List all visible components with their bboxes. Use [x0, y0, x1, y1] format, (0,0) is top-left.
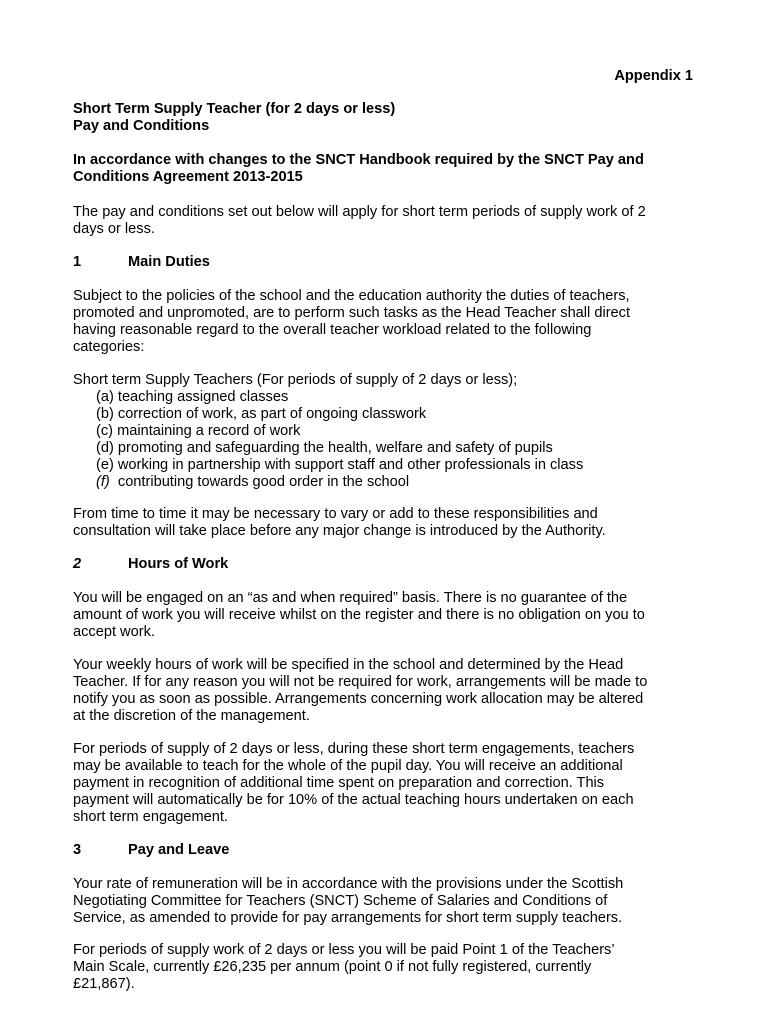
appendix-label: Appendix 1 [614, 68, 693, 84]
text-line: For periods of supply work of 2 days or less you will be paid Point 1 of the Teachers’ [73, 942, 615, 958]
duties-list [96, 389, 583, 491]
section-number: 1 [73, 254, 82, 270]
section1-paragraph [73, 288, 693, 356]
section-title: Hours of Work [128, 556, 229, 572]
text-line: categories: [73, 339, 145, 355]
text-line: £21,867). [73, 976, 135, 992]
title-line: Short Term Supply Teacher (for 2 days or less) [73, 101, 396, 117]
text-line: Subject to the policies of the school and the education authority the duties of teachers, [73, 288, 630, 304]
subtitle-line: In accordance with changes to the SNCT Handbook required by the SNCT Pay and [73, 152, 644, 168]
text-line: Negotiating Committee for Teachers (SNCT) Scheme of Salaries and Conditions of [73, 893, 608, 909]
subtitle-line: Conditions Agreement 2013-2015 [73, 169, 303, 185]
text-line: payment in recognition of additional time spent on preparation and correction. This [73, 775, 605, 791]
text-line: The pay and conditions set out below will apply for short term periods of supply work of 2 [73, 204, 646, 220]
section-heading-main-duties [73, 254, 693, 271]
section2-paragraph-3 [73, 741, 693, 826]
text-line: For periods of supply of 2 days or less, during these short term engagements, teachers [73, 741, 635, 757]
text-line: consultation will take place before any major change is introduced by the Authority. [73, 523, 606, 539]
text-line: days or less. [73, 221, 155, 237]
section2-paragraph-2 [73, 657, 693, 725]
section-title: Main Duties [128, 254, 210, 270]
duties-list-intro: Short term Supply Teachers (For periods of supply of 2 days or less); [73, 372, 518, 388]
text-line: may be available to teach for the whole of the pupil day. You will receive an additional [73, 758, 623, 774]
title-line: Pay and Conditions [73, 118, 210, 134]
section3-paragraph-2 [73, 942, 693, 993]
text-line: having reasonable regard to the overall teacher workload related to the following [73, 322, 592, 338]
section3-paragraph-1 [73, 876, 693, 927]
section2-paragraph-1 [73, 590, 693, 641]
list-item: (d) promoting and safeguarding the health, welfare and safety of pupils [96, 440, 553, 456]
text-line: From time to time it may be necessary to vary or add to these responsibilities and [73, 506, 598, 522]
list-item-text: contributing towards good order in the school [117, 474, 410, 490]
list-item: (b) correction of work, as part of ongoing classwork [96, 406, 427, 422]
document-subtitle [73, 152, 693, 186]
text-line: Service, as amended to provide for pay arrangements for short term supply teachers. [73, 910, 623, 926]
list-item: (e) working in partnership with support staff and other professionals in class [96, 457, 584, 473]
text-line: amount of work you will receive whilst on the register and there is no obligation on you to [73, 607, 645, 623]
text-line: accept work. [73, 624, 155, 640]
text-line: promoted and unpromoted, are to perform such tasks as the Head Teacher shall direct [73, 305, 631, 321]
text-line: notify you as soon as possible. Arrangements concerning work allocation may be altered [73, 691, 644, 707]
section-title: Pay and Leave [128, 842, 230, 858]
text-line: Your weekly hours of work will be specified in the school and determined by the Head [73, 657, 624, 673]
text-line: payment will automatically be for 10% of the actual teaching hours undertaken on each [73, 792, 634, 808]
section-heading-pay-and-leave [73, 842, 693, 859]
text-line: short term engagement. [73, 809, 228, 825]
section-heading-hours-of-work [73, 556, 693, 573]
section-number: 3 [73, 842, 82, 858]
list-item [96, 474, 583, 491]
intro-paragraph [73, 204, 693, 238]
text-line: Main Scale, currently £26,235 per annum (point 0 if not fully registered, currently [73, 959, 592, 975]
text-line: at the discretion of the management. [73, 708, 310, 724]
section-number: 2 [73, 556, 82, 572]
list-item-label: (f) [96, 474, 110, 490]
text-line: Your rate of remuneration will be in accordance with the provisions under the Scottish [73, 876, 624, 892]
list-item: (c) maintaining a record of work [96, 423, 301, 439]
text-line: You will be engaged on an “as and when required” basis. There is no guarantee of the [73, 590, 628, 606]
section1-closing-paragraph [73, 506, 693, 540]
document-title [73, 101, 693, 135]
list-item: (a) teaching assigned classes [96, 389, 289, 405]
text-line: Teacher. If for any reason you will not be required for work, arrangements will be made to [73, 674, 648, 690]
